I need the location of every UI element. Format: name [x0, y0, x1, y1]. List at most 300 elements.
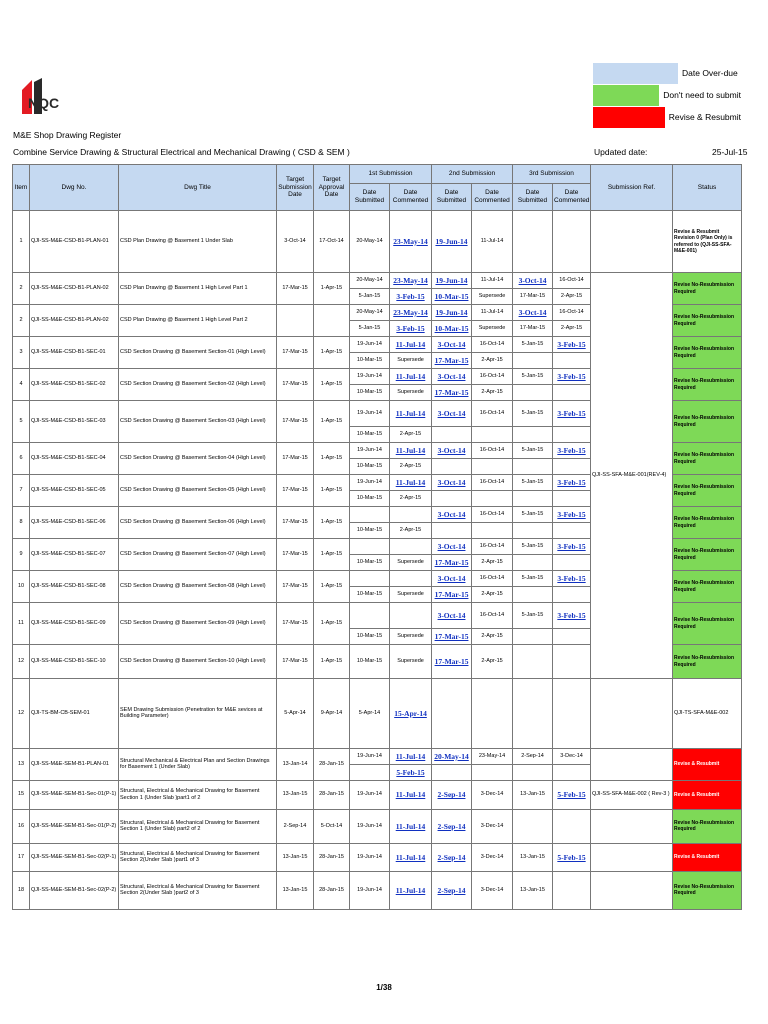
- date-commented-cell[interactable]: 11-Jul-14: [390, 748, 432, 764]
- date-submitted-cell: 19-Jun-14: [350, 337, 390, 353]
- date-commented-cell[interactable]: 5-Feb-15: [390, 764, 432, 780]
- date-submitted-cell: 5-Jan-15: [350, 321, 390, 337]
- date-submitted-cell: 5-Jan-15: [350, 289, 390, 305]
- dwg-no-cell: QJI-SS-M&E-CSD-B1-SEC-06: [30, 507, 119, 539]
- date-commented-cell[interactable]: 11-Jul-14: [390, 780, 432, 809]
- date-submitted-cell[interactable]: 17-Mar-15: [432, 629, 472, 645]
- target-approval-cell: 5-Oct-14: [314, 809, 350, 843]
- date-commented-cell: 3-Dec-14: [553, 748, 591, 764]
- date-submitted-cell[interactable]: 3-Oct-14: [432, 571, 472, 587]
- target-approval-cell: 17-Oct-14: [314, 211, 350, 273]
- header-dwg-no: Dwg No.: [30, 165, 119, 211]
- date-submitted-cell[interactable]: 17-Mar-15: [432, 587, 472, 603]
- target-approval-cell: 28-Jan-15: [314, 780, 350, 809]
- item-cell: 11: [13, 603, 30, 645]
- date-commented-cell: 16-Oct-14: [472, 603, 513, 629]
- date-commented-cell: [472, 764, 513, 780]
- target-submission-cell: 17-Mar-15: [277, 401, 314, 443]
- status-cell: Revise No-Resubmission Required: [673, 507, 742, 539]
- date-commented-cell: 2-Apr-15: [390, 491, 432, 507]
- date-submitted-cell: [513, 629, 553, 645]
- target-approval-cell: 1-Apr-15: [314, 369, 350, 401]
- status-cell: Revise No-Resubmission Required: [673, 305, 742, 337]
- status-cell: Revise No-Resubmission Required: [673, 443, 742, 475]
- dwg-title-cell: Structural Mechanical & Electrical Plan and Section Drawings for Basement 1 (Under Slab): [119, 748, 277, 780]
- date-submitted-cell: [350, 539, 390, 555]
- date-submitted-cell: 20-May-14: [350, 305, 390, 321]
- date-commented-cell: 16-Oct-14: [472, 443, 513, 459]
- date-commented-cell: Supersede: [390, 629, 432, 645]
- register-title: M&E Shop Drawing Register: [13, 130, 122, 140]
- header-1st-submission: 1st Submission: [350, 165, 432, 184]
- date-submitted-cell[interactable]: 3-Oct-14: [432, 475, 472, 491]
- date-submitted-cell: [513, 679, 553, 749]
- date-commented-cell: Supersede: [472, 289, 513, 305]
- status-cell: Revise No-Resubmission Required: [673, 645, 742, 679]
- item-cell: 4: [13, 369, 30, 401]
- dwg-no-cell: QJI-SS-M&E-CSD-B1-SEC-09: [30, 603, 119, 645]
- drawing-register-table: [12, 164, 742, 910]
- dwg-title-cell: CSD Section Drawing @ Basement Section-06 (High Level): [119, 507, 277, 539]
- header-2nd-submission: 2nd Submission: [432, 165, 513, 184]
- date-commented-cell: 16-Oct-14: [472, 475, 513, 491]
- date-commented-cell: Supersede: [390, 353, 432, 369]
- dwg-title-cell: Structural, Electrical & Mechanical Drawing for Basement Section 2(Under Slab )part2 of 3: [119, 871, 277, 909]
- date-commented-cell: 16-Oct-14: [553, 305, 591, 321]
- target-approval-cell: 28-Jan-15: [314, 871, 350, 909]
- date-commented-cell[interactable]: 11-Jul-14: [390, 871, 432, 909]
- date-submitted-cell[interactable]: 3-Oct-14: [513, 305, 553, 321]
- date-commented-cell: [553, 809, 591, 843]
- date-submitted-cell: [350, 571, 390, 587]
- date-commented-cell: [472, 459, 513, 475]
- date-submitted-cell: 10-Mar-15: [350, 491, 390, 507]
- item-cell: 12: [13, 679, 30, 749]
- date-commented-cell: 2-Apr-15: [472, 587, 513, 603]
- date-commented-cell: 16-Oct-14: [472, 571, 513, 587]
- date-commented-cell: [472, 679, 513, 749]
- date-submitted-cell[interactable]: 3-Oct-14: [432, 507, 472, 523]
- date-submitted-cell: 5-Jan-15: [513, 507, 553, 523]
- dwg-title-cell: CSD Section Drawing @ Basement Section-04 (High Level): [119, 443, 277, 475]
- dwg-title-cell: Structural, Electrical & Mechanical Drawing for Basement Section 1 (Under Slab )part1 of 2: [119, 780, 277, 809]
- item-cell: 8: [13, 507, 30, 539]
- header-date-commented: Date Commented: [472, 184, 513, 211]
- date-submitted-cell[interactable]: 2-Sep-14: [432, 871, 472, 909]
- date-submitted-cell: 20-May-14: [350, 273, 390, 289]
- header-item: Item: [13, 165, 30, 211]
- date-commented-cell: 23-May-14: [472, 748, 513, 764]
- date-submitted-cell[interactable]: 17-Mar-15: [432, 385, 472, 401]
- date-commented-cell: 11-Jul-14: [472, 273, 513, 289]
- date-commented-cell: 2-Apr-15: [390, 459, 432, 475]
- dwg-no-cell: QJI-SS-M&E-SEM-B1-Sec-01(P-1): [30, 780, 119, 809]
- date-submitted-cell: 10-Mar-15: [350, 645, 390, 679]
- date-submitted-cell: 5-Apr-14: [350, 679, 390, 749]
- date-submitted-cell: [513, 385, 553, 401]
- target-submission-cell: 3-Oct-14: [277, 211, 314, 273]
- date-commented-cell[interactable]: 11-Jul-14: [390, 843, 432, 871]
- status-cell: Revise No-Resubmission Required: [673, 539, 742, 571]
- date-submitted-cell[interactable]: 2-Sep-14: [432, 843, 472, 871]
- header-date-commented: Date Commented: [553, 184, 591, 211]
- status-cell: Revise No-Resubmission Required: [673, 603, 742, 645]
- date-submitted-cell[interactable]: 2-Sep-14: [432, 780, 472, 809]
- target-submission-cell: 17-Mar-15: [277, 571, 314, 603]
- date-submitted-cell[interactable]: 3-Oct-14: [432, 369, 472, 385]
- date-submitted-cell: 19-Jun-14: [350, 843, 390, 871]
- target-approval-cell: 1-Apr-15: [314, 273, 350, 305]
- header-status: Status: [673, 165, 742, 211]
- submission-ref-cell: [591, 748, 673, 780]
- date-commented-cell[interactable]: 11-Jul-14: [390, 369, 432, 385]
- date-submitted-cell: [432, 427, 472, 443]
- item-cell: 18: [13, 871, 30, 909]
- item-cell: 6: [13, 443, 30, 475]
- header-dwg-title: Dwg Title: [119, 165, 277, 211]
- target-submission-cell: 17-Mar-15: [277, 645, 314, 679]
- date-commented-cell[interactable]: 3-Feb-15: [390, 321, 432, 337]
- date-commented-cell[interactable]: 3-Feb-15: [553, 571, 591, 587]
- date-commented-cell: Supersede: [390, 385, 432, 401]
- legend: [593, 62, 741, 128]
- date-commented-cell: 16-Oct-14: [472, 507, 513, 523]
- date-submitted-cell: 5-Jan-15: [513, 539, 553, 555]
- target-approval-cell: 1-Apr-15: [314, 337, 350, 369]
- date-commented-cell: 2-Apr-15: [390, 523, 432, 539]
- date-submitted-cell: 2-Sep-14: [513, 748, 553, 764]
- date-commented-cell: 2-Apr-15: [390, 427, 432, 443]
- date-commented-cell: 3-Dec-14: [472, 871, 513, 909]
- date-commented-cell: 2-Apr-15: [472, 353, 513, 369]
- date-submitted-cell: 10-Mar-15: [350, 523, 390, 539]
- updated-label: Updated date:: [594, 147, 648, 157]
- status-cell: Revise No-Resubmission Required: [673, 809, 742, 843]
- table-row: [13, 780, 742, 809]
- target-approval-cell: 9-Apr-14: [314, 679, 350, 749]
- dwg-no-cell: QJI-SS-M&E-CSD-B1-SEC-04: [30, 443, 119, 475]
- date-submitted-cell: [513, 645, 553, 679]
- date-commented-cell: 3-Dec-14: [472, 843, 513, 871]
- date-submitted-cell: 20-May-14: [350, 211, 390, 273]
- date-commented-cell: [390, 603, 432, 629]
- date-commented-cell[interactable]: 23-May-14: [390, 273, 432, 289]
- dwg-no-cell: QJI-SS-M&E-CSD-B1-SEC-10: [30, 645, 119, 679]
- legend-item-resubmit: [593, 106, 741, 128]
- date-submitted-cell: [350, 764, 390, 780]
- date-commented-cell[interactable]: 11-Jul-14: [390, 401, 432, 427]
- date-submitted-cell: 5-Jan-15: [513, 369, 553, 385]
- dwg-no-cell: QJI-SS-M&E-CSD-B1-PLAN-02: [30, 305, 119, 337]
- table-row: [13, 211, 742, 273]
- date-submitted-cell[interactable]: 19-Jun-14: [432, 211, 472, 273]
- item-cell: 3: [13, 337, 30, 369]
- item-cell: 5: [13, 401, 30, 443]
- date-commented-cell[interactable]: 15-Apr-14: [390, 679, 432, 749]
- header-date-submitted: Date Submitted: [513, 184, 553, 211]
- date-submitted-cell[interactable]: 17-Mar-15: [432, 353, 472, 369]
- date-commented-cell[interactable]: 11-Jul-14: [390, 475, 432, 491]
- date-commented-cell: 16-Oct-14: [472, 401, 513, 427]
- cnqc-logo: [20, 76, 64, 116]
- dwg-title-cell: CSD Plan Drawing @ Basement 1 High Level Part 1: [119, 273, 277, 305]
- date-submitted-cell: 13-Jan-15: [513, 843, 553, 871]
- date-submitted-cell: 19-Jun-14: [350, 871, 390, 909]
- target-submission-cell: [277, 305, 314, 337]
- date-commented-cell[interactable]: 3-Feb-15: [553, 337, 591, 353]
- date-commented-cell[interactable]: 23-May-14: [390, 211, 432, 273]
- date-submitted-cell: 19-Jun-14: [350, 401, 390, 427]
- date-submitted-cell: 5-Jan-15: [513, 475, 553, 491]
- date-submitted-cell[interactable]: 17-Mar-15: [432, 555, 472, 571]
- dwg-no-cell: QJI-SS-M&E-CSD-B1-SEC-08: [30, 571, 119, 603]
- header-target-submission: Target Submission Date: [277, 165, 314, 211]
- target-submission-cell: 13-Jan-15: [277, 780, 314, 809]
- date-commented-cell: 2-Apr-15: [472, 629, 513, 645]
- item-cell: 9: [13, 539, 30, 571]
- submission-ref-cell: [591, 679, 673, 749]
- dwg-title-cell: CSD Section Drawing @ Basement Section-10 (High Level): [119, 645, 277, 679]
- dwg-no-cell: QJI-SS-M&E-CSD-B1-SEC-03: [30, 401, 119, 443]
- date-commented-cell: [553, 587, 591, 603]
- date-submitted-cell[interactable]: 19-Jun-14: [432, 305, 472, 321]
- date-commented-cell: [553, 353, 591, 369]
- item-cell: 2: [13, 273, 30, 305]
- date-commented-cell: 2-Apr-15: [553, 321, 591, 337]
- dwg-no-cell: QJI-SS-M&E-CSD-B1-SEC-01: [30, 337, 119, 369]
- dwg-title-cell: CSD Section Drawing @ Basement Section-07 (High Level): [119, 539, 277, 571]
- date-submitted-cell: 19-Jun-14: [350, 748, 390, 764]
- legend-label: Don't need to submit: [663, 90, 741, 100]
- dwg-title-cell: CSD Section Drawing @ Basement Section-09 (High Level): [119, 603, 277, 645]
- dwg-no-cell: QJI-SS-M&E-SEM-B1-PLAN-01: [30, 748, 119, 780]
- submission-ref-cell: QJI-SS-SFA-M&E-001(REV-4): [591, 273, 673, 679]
- date-submitted-cell: [513, 587, 553, 603]
- target-submission-cell: 2-Sep-14: [277, 809, 314, 843]
- date-submitted-cell[interactable]: 3-Oct-14: [513, 273, 553, 289]
- date-commented-cell: [553, 555, 591, 571]
- date-commented-cell[interactable]: 3-Feb-15: [553, 401, 591, 427]
- date-submitted-cell[interactable]: 20-May-14: [432, 748, 472, 764]
- date-commented-cell: 3-Dec-14: [472, 809, 513, 843]
- dwg-title-cell: CSD Section Drawing @ Basement Section-05 (High Level): [119, 475, 277, 507]
- target-submission-cell: 13-Jan-14: [277, 748, 314, 780]
- date-commented-cell[interactable]: 3-Feb-15: [553, 369, 591, 385]
- target-approval-cell: 1-Apr-15: [314, 401, 350, 443]
- date-submitted-cell[interactable]: 3-Oct-14: [432, 337, 472, 353]
- legend-label: Revise & Resubmit: [668, 112, 741, 122]
- date-commented-cell: 2-Apr-15: [553, 289, 591, 305]
- status-cell: Revise No-Resubmission Required: [673, 871, 742, 909]
- legend-item-overdue: [593, 62, 741, 84]
- date-submitted-cell: [513, 491, 553, 507]
- target-submission-cell: 17-Mar-15: [277, 603, 314, 645]
- date-commented-cell[interactable]: 5-Feb-15: [553, 780, 591, 809]
- date-submitted-cell: 17-Mar-15: [513, 321, 553, 337]
- date-commented-cell: [553, 629, 591, 645]
- submission-ref-cell: QJI-SS-SFA-M&E-002 ( Rev-3 ): [591, 780, 673, 809]
- date-commented-cell: [472, 523, 513, 539]
- date-submitted-cell: [513, 459, 553, 475]
- date-submitted-cell: 10-Mar-15: [350, 459, 390, 475]
- date-submitted-cell: 10-Mar-15: [350, 385, 390, 401]
- date-submitted-cell[interactable]: 2-Sep-14: [432, 809, 472, 843]
- date-commented-cell: [553, 491, 591, 507]
- target-approval-cell: 1-Apr-15: [314, 571, 350, 603]
- date-submitted-cell[interactable]: 3-Oct-14: [432, 539, 472, 555]
- dwg-no-cell: QJI-SS-M&E-CSD-B1-PLAN-02: [30, 273, 119, 305]
- status-cell: Revise No-Resubmission Required: [673, 475, 742, 507]
- dwg-title-cell: CSD Section Drawing @ Basement Section-01 (High Level): [119, 337, 277, 369]
- date-commented-cell: [472, 491, 513, 507]
- date-submitted-cell: 5-Jan-15: [513, 337, 553, 353]
- status-cell: Revise No-Resubmission Required: [673, 571, 742, 603]
- date-commented-cell[interactable]: 3-Feb-15: [553, 507, 591, 523]
- date-submitted-cell: [432, 679, 472, 749]
- dwg-title-cell: CSD Plan Drawing @ Basement 1 Under Slab: [119, 211, 277, 273]
- date-commented-cell[interactable]: 3-Feb-15: [553, 475, 591, 491]
- target-approval-cell: 1-Apr-15: [314, 475, 350, 507]
- header-submission-ref: Submission Ref.: [591, 165, 673, 211]
- date-commented-cell[interactable]: 11-Jul-14: [390, 809, 432, 843]
- date-commented-cell[interactable]: 11-Jul-14: [390, 337, 432, 353]
- dwg-title-cell: Structural, Electrical & Mechanical Drawing for Basement Section 1 (Under Slab) part2 of 2: [119, 809, 277, 843]
- item-cell: 10: [13, 571, 30, 603]
- dwg-no-cell: QJI-SS-M&E-CSD-B1-PLAN-01: [30, 211, 119, 273]
- status-cell: Revise & Resubmit: [673, 780, 742, 809]
- table-row: [13, 273, 742, 289]
- table-row: [13, 748, 742, 764]
- date-submitted-cell: [432, 459, 472, 475]
- dwg-title-cell: CSD Section Drawing @ Basement Section-03 (High Level): [119, 401, 277, 443]
- dwg-no-cell: QJI-SS-M&E-SEM-B1-Sec-01(P-2): [30, 809, 119, 843]
- table-row: [13, 679, 742, 749]
- date-submitted-cell: [513, 523, 553, 539]
- date-submitted-cell: 10-Mar-15: [350, 353, 390, 369]
- target-approval-cell: 1-Apr-15: [314, 507, 350, 539]
- target-approval-cell: 28-Jan-15: [314, 843, 350, 871]
- date-commented-cell: 11-Jul-14: [472, 211, 513, 273]
- date-commented-cell[interactable]: 3-Feb-15: [553, 603, 591, 629]
- target-submission-cell: 17-Mar-15: [277, 273, 314, 305]
- date-commented-cell[interactable]: 5-Feb-15: [553, 843, 591, 871]
- date-commented-cell: [553, 385, 591, 401]
- table-row: [13, 809, 742, 843]
- date-commented-cell: [553, 427, 591, 443]
- target-submission-cell: 13-Jan-15: [277, 843, 314, 871]
- date-submitted-cell: 10-Mar-15: [350, 587, 390, 603]
- date-submitted-cell: 10-Mar-15: [350, 629, 390, 645]
- date-commented-cell: 2-Apr-15: [472, 555, 513, 571]
- updated-date: 25-Jul-15: [712, 147, 748, 157]
- target-approval-cell: 1-Apr-15: [314, 443, 350, 475]
- date-submitted-cell: [513, 427, 553, 443]
- header-target-approval: Target Approval Date: [314, 165, 350, 211]
- date-submitted-cell: 19-Jun-14: [350, 780, 390, 809]
- target-submission-cell: 13-Jan-15: [277, 871, 314, 909]
- dwg-title-cell: CSD Section Drawing @ Basement Section-02 (High Level): [119, 369, 277, 401]
- target-submission-cell: 5-Apr-14: [277, 679, 314, 749]
- item-cell: 13: [13, 748, 30, 780]
- legend-swatch: [593, 63, 678, 84]
- date-submitted-cell[interactable]: 3-Oct-14: [432, 443, 472, 459]
- date-commented-cell: 2-Apr-15: [472, 385, 513, 401]
- item-cell: 1: [13, 211, 30, 273]
- date-commented-cell: 11-Jul-14: [472, 305, 513, 321]
- header-3rd-submission: 3rd Submission: [513, 165, 591, 184]
- dwg-no-cell: QJI-TS-BM-CB-SEM-01: [30, 679, 119, 749]
- date-commented-cell[interactable]: 11-Jul-14: [390, 443, 432, 459]
- date-commented-cell: [553, 764, 591, 780]
- target-submission-cell: 17-Mar-15: [277, 539, 314, 571]
- submission-ref-cell: [591, 843, 673, 871]
- date-submitted-cell: 19-Jun-14: [350, 809, 390, 843]
- dwg-title-cell: CSD Section Drawing @ Basement Section-08 (High Level): [119, 571, 277, 603]
- date-commented-cell: [390, 571, 432, 587]
- legend-item-no-submit: [593, 84, 741, 106]
- status-cell: Revise No-Resubmission Required: [673, 337, 742, 369]
- date-commented-cell: [553, 871, 591, 909]
- date-submitted-cell: 5-Jan-15: [513, 603, 553, 629]
- date-submitted-cell: 19-Jun-14: [350, 369, 390, 385]
- date-commented-cell: 3-Dec-14: [472, 780, 513, 809]
- date-commented-cell[interactable]: 23-May-14: [390, 305, 432, 321]
- target-submission-cell: 17-Mar-15: [277, 507, 314, 539]
- target-approval-cell: 1-Apr-15: [314, 539, 350, 571]
- date-submitted-cell: [513, 211, 553, 273]
- date-submitted-cell[interactable]: 19-Jun-14: [432, 273, 472, 289]
- date-commented-cell[interactable]: 3-Feb-15: [553, 539, 591, 555]
- legend-swatch: [593, 85, 659, 106]
- date-commented-cell[interactable]: 3-Feb-15: [553, 443, 591, 459]
- header-date-submitted: Date Submitted: [350, 184, 390, 211]
- item-cell: 7: [13, 475, 30, 507]
- date-commented-cell: 2-Apr-15: [472, 645, 513, 679]
- status-cell: Revise No-Resubmission Required: [673, 273, 742, 305]
- item-cell: 12: [13, 645, 30, 679]
- item-cell: 2: [13, 305, 30, 337]
- dwg-title-cell: CSD Plan Drawing @ Basement 1 High Level Part 2: [119, 305, 277, 337]
- date-submitted-cell: 17-Mar-15: [513, 289, 553, 305]
- date-commented-cell: [553, 645, 591, 679]
- date-submitted-cell[interactable]: 17-Mar-15: [432, 645, 472, 679]
- date-submitted-cell[interactable]: 3-Oct-14: [432, 603, 472, 629]
- submission-ref-cell: [591, 809, 673, 843]
- date-commented-cell: [390, 539, 432, 555]
- date-submitted-cell[interactable]: 10-Mar-15: [432, 289, 472, 305]
- item-cell: 17: [13, 843, 30, 871]
- svg-text:NQC: NQC: [28, 95, 60, 111]
- date-commented-cell: [472, 427, 513, 443]
- date-submitted-cell[interactable]: 10-Mar-15: [432, 321, 472, 337]
- date-commented-cell: 16-Oct-14: [472, 539, 513, 555]
- target-submission-cell: 17-Mar-15: [277, 369, 314, 401]
- target-submission-cell: 17-Mar-15: [277, 443, 314, 475]
- date-submitted-cell[interactable]: 3-Oct-14: [432, 401, 472, 427]
- date-submitted-cell: 5-Jan-15: [513, 401, 553, 427]
- dwg-no-cell: QJI-SS-M&E-CSD-B1-SEC-05: [30, 475, 119, 507]
- page-number: 1/38: [376, 983, 392, 992]
- item-cell: 16: [13, 809, 30, 843]
- date-commented-cell[interactable]: 3-Feb-15: [390, 289, 432, 305]
- register-subtitle: Combine Service Drawing & Structural Electrical and Mechanical Drawing ( CSD & SEM ): [13, 147, 350, 157]
- date-commented-cell: [390, 507, 432, 523]
- status-cell: Revise & Resubmit Revision 0 (Plan Only) is referred to (QJI-SS-SFA-M&E-001): [673, 211, 742, 273]
- status-cell: Revise No-Resubmission Required: [673, 401, 742, 443]
- dwg-title-cell: SEM Drawing Submission (Penetration for M&E sevices at Building Parameter): [119, 679, 277, 749]
- date-submitted-cell: 13-Jan-15: [513, 871, 553, 909]
- date-submitted-cell: [432, 491, 472, 507]
